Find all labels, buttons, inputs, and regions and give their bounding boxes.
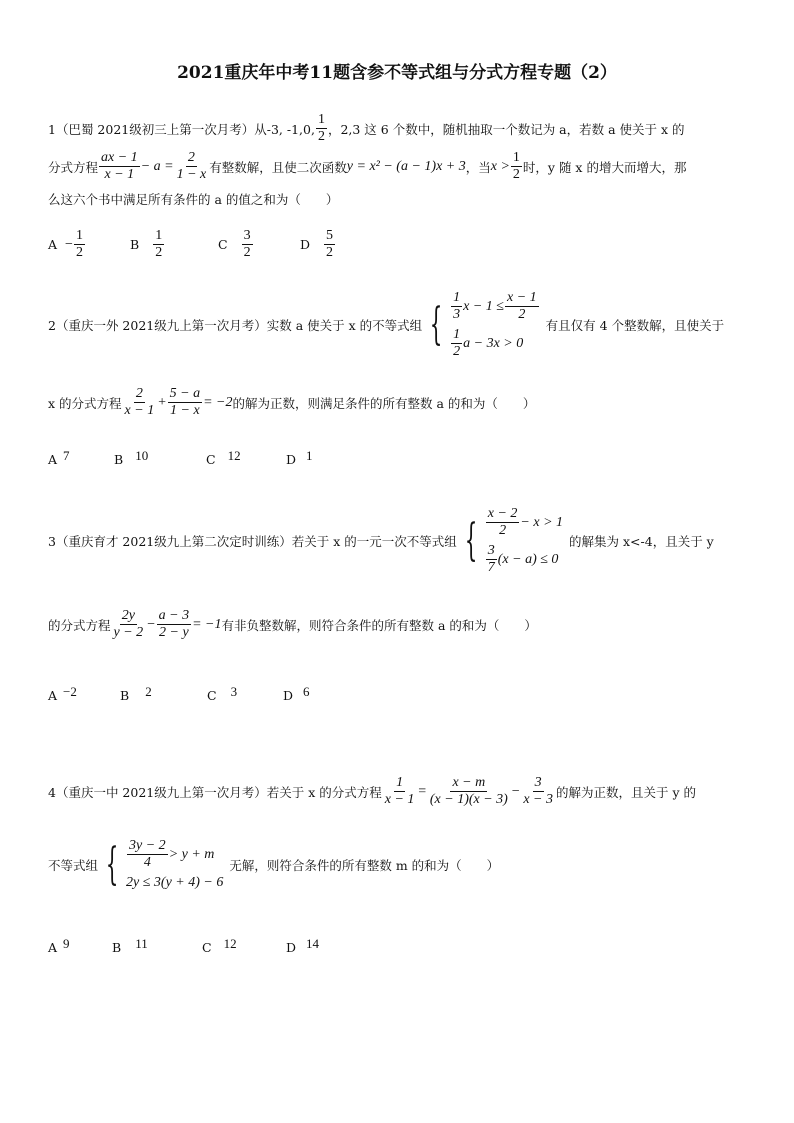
q2-option-c-value: 12 [227,448,241,463]
q2-system-brace: { [429,299,443,351]
q3-r2-rest: (x − a) ≤ 0 [497,551,559,567]
q3-option-b-label: B [120,688,130,703]
q2-lead: 2（重庆一外 2021级九上第一次月考）实数 a 使关于 x 的不等式组 [48,318,423,334]
q3-option-d-label: D [283,688,294,703]
q2-f1-den: x − 1 [124,403,155,419]
q3-f2-den: 2 − y [159,625,189,641]
q1-condition: x > [490,158,510,174]
page-title: 2021重庆年中考11题含参不等式组与分式方程专题（2） [177,63,617,83]
q4-option-a-value: 9 [63,936,70,951]
q4-f3-num: 3 [533,775,544,792]
q2-option-b-label: B [114,452,124,467]
q2-r2-frac [451,327,462,360]
q3-ineq-1 [485,506,563,539]
q4-ineq-1 [126,838,223,871]
q2-r2-rest: a − 3x > 0 [463,335,524,351]
q2-line-1 [48,290,724,360]
q2-option-a-label: A [48,452,58,467]
q3-lead: 3（重庆育才 2021级九上第二次定时训练）若关于 x 的一元一次不等式组 [48,534,457,550]
q3-f1-den: y − 2 [113,625,144,641]
q4-f3-den: x − 3 [523,792,553,808]
q2-option-a-value: 7 [63,448,70,463]
q2-option-d-value: 1 [306,448,313,463]
q2-f2-num: 5 − a [168,386,202,403]
q3-inequality-system [485,506,563,576]
q4-option-d-label: D [286,940,297,955]
q2-r2-num: 1 [451,327,462,344]
q1-l2-mid: 有整数解，且使二次函数 [209,159,347,175]
q4-f1-den: x − 1 [384,792,415,808]
q3-line-1 [48,506,714,576]
q3-minus: − [146,616,156,632]
q1-option-d-fraction [324,228,335,261]
q4-line-1 [48,775,696,808]
q1-function: y = x² − (a − 1)x + 3 [346,158,466,174]
q4-option-b-label: B [112,940,122,955]
q2-option-d[interactable] [286,448,313,468]
q4-inequality-system [126,838,223,891]
q4-r1-frac [127,838,168,871]
q1-option-a[interactable] [48,228,130,261]
q2-r1-num-2: x − 1 [505,290,539,307]
q2-r1-den-2: 2 [518,307,526,323]
q3-r1-den: 2 [499,523,507,539]
q3-equals: = −1 [192,616,222,632]
q2-r1-num: 1 [451,290,462,307]
q4-option-c-label: C [202,940,212,955]
q4-option-c[interactable] [202,936,286,956]
q4-option-b[interactable] [112,936,202,956]
q1-cond-fraction [511,150,522,183]
q1-half-num: 1 [316,112,327,129]
q4-minus: − [510,783,521,799]
q4-option-a-label: A [48,940,58,955]
q2-f1-num: 2 [134,386,145,403]
q1-c-den: 2 [512,167,520,183]
q1-l2-end: 时，y 随 x 的增大而增大，那 [522,159,687,175]
q1-line-2 [48,150,686,183]
q4-eq-fraction-2 [428,775,510,808]
q3-r1-frac [486,506,520,539]
q1-l2-prefix: 分式方程 [48,159,99,175]
q4-system-brace: { [105,838,119,890]
q3-tail: 的解集为 x<-4，且关于 y [569,534,714,550]
q1-option-a-label: A [48,237,58,253]
q3-l2-prefix: 的分式方程 [48,617,111,633]
q3-f2-num: a − 3 [157,608,191,625]
q3-ineq-2 [485,543,563,576]
q2-r2-den: 2 [453,344,461,360]
q1-option-d-den: 2 [326,245,334,261]
q1-options [48,228,336,261]
q4-options [48,936,320,956]
q3-option-a[interactable] [48,684,120,704]
q4-eq-fraction-1 [383,775,417,808]
q1-option-a-fraction [74,228,85,261]
q1-option-a-den: 2 [75,245,83,261]
q1-option-b-label: B [130,237,140,253]
q3-r2-frac [486,543,497,576]
q2-ineq-2 [450,327,540,360]
q2-inequality-system [450,290,540,360]
q3-option-a-value: −2 [63,684,77,699]
q4-f1-num: 1 [394,775,405,792]
q2-option-b[interactable] [114,448,206,468]
q3-option-d-value: 6 [303,684,310,699]
q2-equals: = −2 [203,394,233,410]
q4-option-c-value: 12 [223,936,237,951]
q3-r1-rest: − x > 1 [520,514,564,530]
q1-f1-num: ax − 1 [99,150,140,167]
q1-f1-den: x − 1 [104,167,135,183]
q2-options [48,448,313,468]
q1-option-c-fraction [242,228,253,261]
q4-l2-end: 无解，则符合条件的所有整数 m 的和为（ ） [229,857,500,873]
q1-minus-a: − a = [140,158,174,174]
q3-line-2 [48,608,537,641]
q1-option-a-num: 1 [74,228,85,245]
q3-r2-num: 3 [486,543,497,560]
q1-option-c-label: C [218,237,228,253]
q3-eq-fraction-2 [157,608,191,641]
q2-ineq-1 [450,290,540,323]
q3-options [48,684,310,704]
q1-half-den: 2 [317,129,325,145]
q1-option-b-den: 2 [155,245,163,261]
q1-eq-fraction-1 [99,150,140,183]
q1-option-d-num: 5 [324,228,335,245]
q1-option-d[interactable] [300,228,336,261]
q3-option-b-value: 2 [145,684,152,699]
q2-option-c[interactable] [206,448,286,468]
q4-tail: 的解为正数，且关于 y 的 [555,784,696,800]
q1-f2-den: 1 − x [176,167,207,183]
q1-text-b: ，2,3 这 6 个数中，随机抽取一个数记为 a，若数 a 使关于 x 的 [327,121,685,137]
q1-option-a-sign: − [65,236,73,252]
q1-option-b-fraction [153,228,164,261]
q3-option-c[interactable] [207,684,283,704]
q2-f2-den: 1 − x [170,403,200,419]
q2-option-d-label: D [286,452,297,467]
q3-option-d[interactable] [283,684,310,704]
q2-option-b-value: 10 [135,448,149,463]
q1-line-3: 么这六个书中满足所有条件的 a 的值之和为（ ） [48,192,339,207]
q4-l2-prefix: 不等式组 [48,857,99,873]
q1-c-num: 1 [511,150,522,167]
q1-option-b[interactable] [130,228,218,261]
q4-eq-fraction-3 [521,775,555,808]
q1-option-c[interactable] [218,228,300,261]
q4-r1-den: 4 [143,855,151,871]
q4-r1-rest: > y + m [168,846,215,862]
q4-option-d-value: 14 [306,936,320,951]
q1-half-fraction [316,112,327,145]
q3-option-a-label: A [48,688,58,703]
q4-option-d[interactable] [286,936,320,956]
q4-line-2 [48,838,499,891]
q4-option-a[interactable] [48,936,112,956]
q1-option-c-num: 3 [242,228,253,245]
q2-line-2 [48,386,535,419]
q3-option-c-value: 3 [230,684,238,699]
q3-r1-num: x − 2 [486,506,520,523]
q1-option-d-label: D [300,237,311,253]
q4-option-b-value: 11 [135,936,148,951]
q1-text-a: 1（巴蜀 2021级初三上第一次月考）从-3, -1,0, [48,121,315,137]
q2-eq-fraction-2 [168,386,202,419]
q2-r1-frac-a [451,290,462,323]
q2-l2-prefix: x 的分式方程 [48,395,122,411]
q1-line-1 [48,112,685,145]
q1-eq-fraction-2 [175,150,209,183]
q3-option-c-label: C [207,688,217,703]
q2-r1-frac-b [505,290,539,323]
q2-eq-fraction-1 [123,386,157,419]
q4-equals: = [417,783,427,799]
q3-option-b[interactable] [120,684,207,704]
q3-l2-end: 有非负整数解，则符合条件的所有整数 a 的和为（ ） [221,617,537,633]
q3-f1-num: 2y [120,608,137,625]
q4-f2-den: (x − 1)(x − 3) [429,792,508,808]
q2-option-c-label: C [206,452,216,467]
q2-tail: 有且仅有 4 个整数解，且使关于 [545,318,725,334]
q4-ineq-2: 2y ≤ 3(y + 4) − 6 [126,875,224,891]
q1-option-c-den: 2 [243,245,251,261]
q3-r2-den: 7 [487,560,495,576]
q1-l2-when: ，当 [465,159,491,175]
q1-option-b-num: 1 [153,228,164,245]
q4-f2-num: x − m [450,775,487,792]
q3-system-brace: { [464,515,478,567]
q2-r1-mid: x − 1 ≤ [463,298,504,314]
q4-lead: 4（重庆一中 2021级九上第一次月考）若关于 x 的分式方程 [48,784,382,800]
q1-f2-num: 2 [186,150,197,167]
q3-eq-fraction-1 [112,608,146,641]
q2-r1-den: 3 [453,307,461,323]
q2-option-a[interactable] [48,448,114,468]
q4-r1-num: 3y − 2 [127,838,168,855]
q2-plus: + [157,394,167,410]
q2-l2-end: 的解为正数，则满足条件的所有整数 a 的和为（ ） [232,395,536,411]
